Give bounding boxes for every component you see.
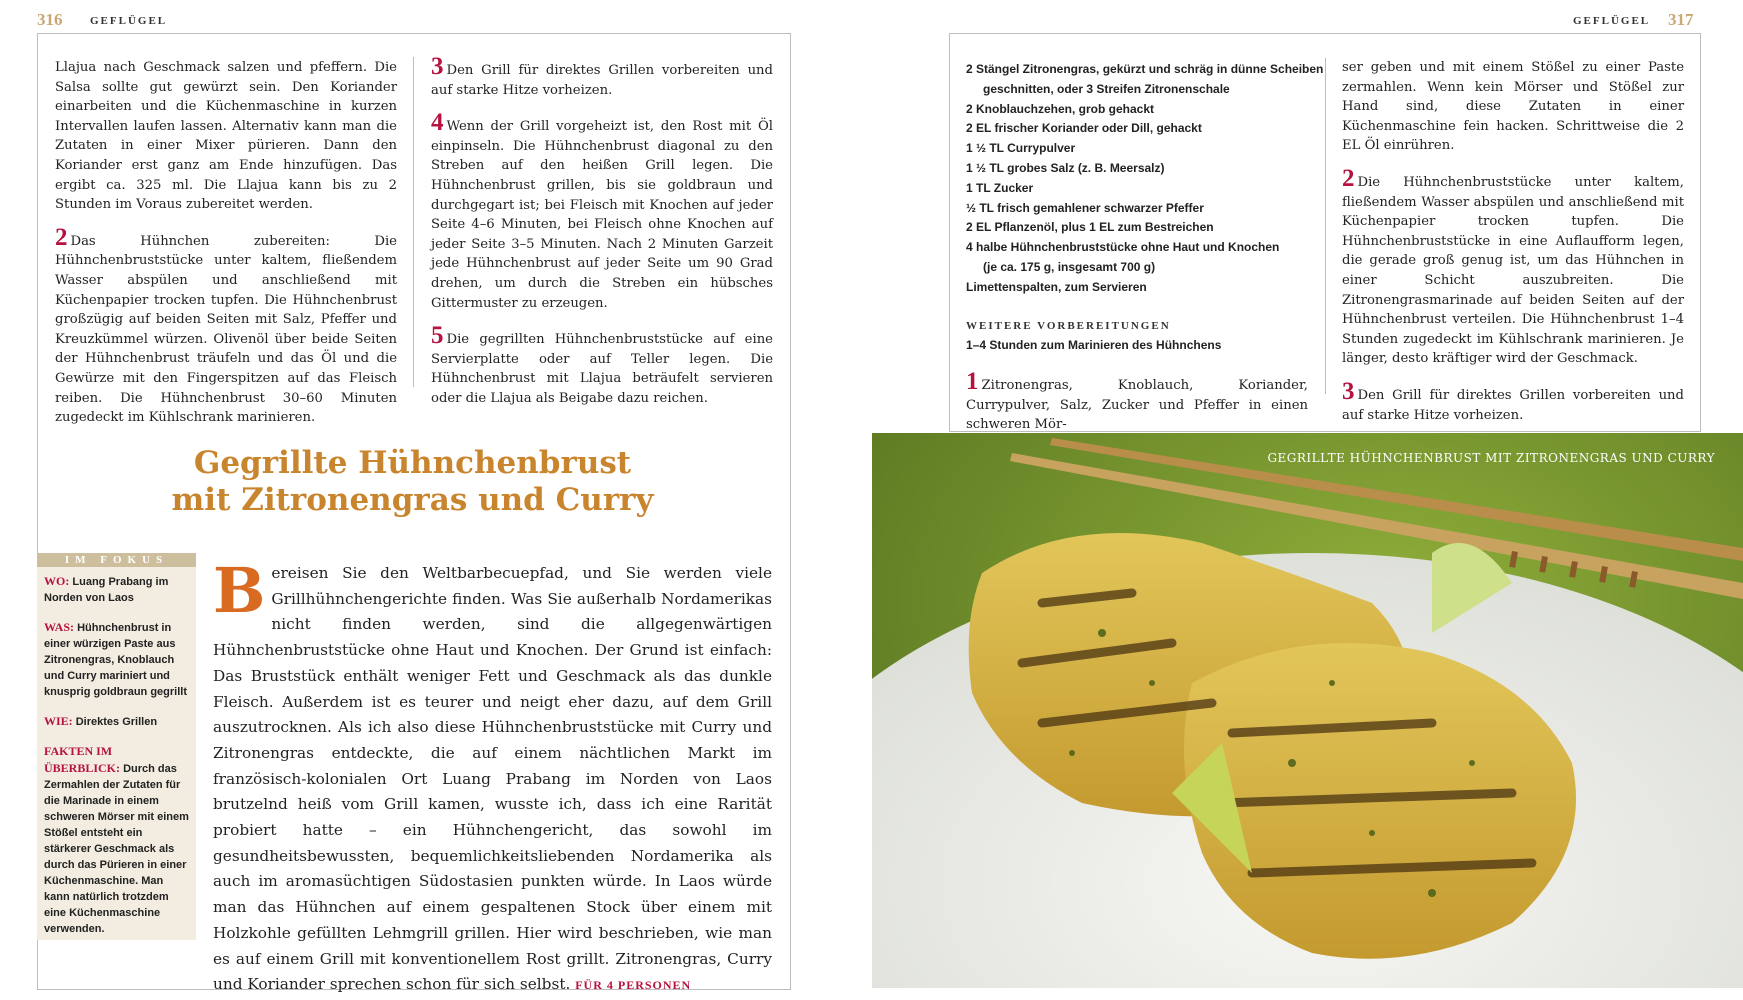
recipe-title-line-1: Gegrillte Hühnchenbrust bbox=[193, 445, 632, 481]
focus-what bbox=[44, 619, 190, 700]
servings-note: FÜR 4 PERSONEN bbox=[575, 978, 692, 993]
step-number: 2 bbox=[55, 223, 68, 251]
photo-caption: GEGRILLTE HÜHNCHENBRUST MIT ZITRONENGRAS UND CURRY bbox=[1267, 451, 1715, 465]
focus-facts bbox=[44, 743, 190, 937]
focus-where-value: Luang Prabang im Norden von Laos bbox=[44, 576, 169, 604]
ingredient-line: (je ca. 175 g, insgesamt 700 g) bbox=[983, 259, 1156, 274]
step-5 bbox=[431, 322, 773, 408]
drop-cap: B bbox=[213, 554, 266, 627]
step-text: Das Hühnchen zubereiten: Die Hühnchenbruststücke unter kaltem, fließendem Wasser abspülen und anschließend mit Küchenpapier trocken tupfen. Die Hühnchenbrust großzügig auf beiden Seiten mit Salz, Pfeffer und Kreuzkümmel würzen. Olivenöl über beide Seiten der Hühnchenbrust träufeln und das Öl und die Gewürze mit den Fingerspitzen auf das Fleisch reiben. Die Hühnchenbrust 30–60 Minuten zugedeckt im Kühlschrank marinieren. bbox=[55, 233, 397, 426]
focus-where-label: WO: bbox=[44, 574, 70, 588]
focus-body bbox=[37, 567, 196, 937]
focus-what-value: Hühnchenbrust in einer würzigen Paste aus Zitronengras, Knoblauch und Curry mariniert und knusprig goldbraun gegrillt bbox=[44, 622, 187, 698]
focus-how bbox=[44, 713, 190, 730]
left-running-head: GEFLÜGEL bbox=[90, 15, 168, 27]
ingredient-line: 2 Stängel Zitronengras, gekürzt und schräg in dünne Scheiben bbox=[966, 62, 1324, 76]
focus-header: IM FOKUS bbox=[37, 553, 196, 567]
ingredient-line: geschnitten, oder 3 Streifen Zitronenschale bbox=[983, 81, 1230, 96]
preparation-text: 1–4 Stunden zum Marinieren des Hühnchens bbox=[966, 338, 1222, 352]
focus-what-label: WAS: bbox=[44, 620, 75, 634]
step-3 bbox=[431, 53, 773, 100]
step-number: 4 bbox=[431, 109, 444, 137]
step-text: Den Grill für direktes Grillen vorbereiten und auf starke Hitze vorheizen. bbox=[431, 63, 773, 98]
focus-box bbox=[37, 553, 196, 940]
left-page-number: 316 bbox=[37, 10, 63, 29]
step-3 bbox=[1342, 377, 1684, 425]
focus-how-label: WIE: bbox=[44, 714, 73, 728]
ingredient-line: ½ TL frisch gemahlener schwarzer Pfeffer bbox=[966, 200, 1204, 215]
ingredient-line: 1 TL Zucker bbox=[966, 180, 1034, 195]
right-page-number: 317 bbox=[1668, 10, 1694, 29]
right-running-head: GEFLÜGEL bbox=[1573, 15, 1651, 27]
llajua-paragraph: Llajua nach Geschmack salzen und pfeffern. Die Salsa sollte gut gewürzt sein. Den Koriander einarbeiten und die Küchenmaschine in kurzen Intervallen laufen lassen. Alternativ kann man die Zutaten in einer Mixer pürieren. Dann den Koriander erst ganz am Ende hinzufügen. Das ergibt ca. 325 ml. Die Llajua kann bis zu 2 Stunden im Voraus zubereitet werden. bbox=[55, 60, 397, 213]
focus-facts-value: Durch das Zermahlen der Zutaten für die Marinade in einem schweren Mörser mit einem Stößel entsteht ein stärkerer Geschmack als durch das Pürieren in einer Küchenmaschine. Man kann natürlich trotzdem eine Küchenmaschine verwenden. bbox=[44, 763, 189, 935]
step-text: Zitronengras, Knoblauch, Koriander, Currypulver, Salz, Zucker und Pfeffer in einen schweren Mör- bbox=[966, 378, 1308, 433]
column-divider bbox=[413, 57, 414, 387]
step-text: Die Hühnchenbruststücke unter kaltem, fließendem Wasser abspülen und anschließend mit Küchenpapier trocken tupfen. Die Hühnchenbruststücke in eine Auflaufform legen, die gerade groß genug ist, um das Hühnchen in einer Schicht auszubreiten. Die Zitronengrasmarinade auf beiden Seiten auf der Hühnchenbrust verteilen. Die Hühnchenbrust 1–4 Stunden zugedeckt im Kühlschrank marinieren. Je länger, desto kräftiger wird der Geschmack. bbox=[1342, 174, 1684, 367]
focus-how-value: Direktes Grillen bbox=[75, 716, 158, 728]
recipe-title bbox=[120, 445, 705, 519]
step-number: 3 bbox=[431, 53, 444, 80]
focus-where bbox=[44, 573, 190, 606]
right-step-1 bbox=[966, 368, 1308, 435]
ingredient-line: 1 ½ TL Currypulver bbox=[966, 141, 1076, 156]
step-4 bbox=[431, 109, 773, 313]
intro-body: ereisen Sie den Weltbarbecuepfad, und Sie werden viele Grillhühnchengerichte finden. Was Sie außerhalb Nordamerikas nicht finden werden, sind die allgegenwärtigen Hühnchenbruststücke ohne Haut und Knochen. Der Grund ist einfach: Das Bruststück enthält weniger Fett und Geschmack als das dunkle Fleisch. Außerdem ist es teurer und neigt eher dazu, auf dem Grill auszutrocknen. Als ich also diese Hühnchenbruststücke mit Curry und Zitronengras entdeckte, die auf einem nächtlichen Markt im französisch-kolonialen Ort Luang Prabang im Norden von Laos brutzelnd heiß vom Grill kamen, wusste ich, dass ich eine Rarität probiert hatte – ein Hühnchengericht, das sowohl im gesundheitsbewussten, bequemlichkeitsliebenden Nordamerika als auch im aromasüchtigen Südostasien punkten würde. In Laos würde man das Hühnchen auf einem gespaltenen Stock über einem mit Holzkohle gefüllten Lehmgrill grillen. Hier wird beschrieben, wie man es auf einem Grill mit konventionellem Rost grillt. Zitronengras, Curry und Koriander sprechen schon für sich selbst. bbox=[213, 564, 772, 994]
intro-text bbox=[213, 554, 772, 999]
step-2 bbox=[55, 223, 397, 428]
step-number: 3 bbox=[1342, 377, 1355, 405]
grilled-chicken-image bbox=[872, 433, 1743, 988]
focus-facts-label: FAKTEN IM ÜBERBLICK: bbox=[44, 744, 121, 775]
ingredient-line: 2 EL frischer Koriander oder Dill, gehackt bbox=[966, 121, 1202, 136]
step-number: 1 bbox=[966, 368, 979, 395]
ingredient-line: 2 EL Pflanzenöl, plus 1 EL zum Bestreichen bbox=[966, 220, 1214, 235]
ingredient-line: 4 halbe Hühnchenbruststücke ohne Haut und Knochen bbox=[966, 240, 1280, 255]
ingredient-line: 2 Knoblauchzehen, grob gehackt bbox=[966, 101, 1155, 116]
preparation-header: WEITERE VORBEREITUNGEN bbox=[966, 320, 1171, 332]
left-column-2 bbox=[431, 53, 773, 423]
step-number: 2 bbox=[1342, 164, 1355, 192]
mortar-paragraph: ser geben und mit einem Stößel zu einer Paste zermahlen. Wenn kein Mörser und Stößel zur Hand sind, diese Zutaten in einer Küchenmaschine fein hacken. Schrittweise die 2 EL Öl einrühren. bbox=[1342, 60, 1684, 154]
ingredient-line: 1 ½ TL grobes Salz (z. B. Meersalz) bbox=[966, 160, 1165, 175]
step-text: Wenn der Grill vorgeheizt ist, den Rost mit Öl einpinseln. Die Hühnchenbrust diagonal zu den Streben auf den heißen Grill legen. Die Hühnchenbrust grillen, bis sie goldbraun und durchgegart ist; bei Fleisch mit Knochen auf jeder Seite 4–6 Minuten, bei Fleisch ohne Knochen auf jeder Seite 3–5 Minuten. Nach 2 Minuten Garzeit jede Hühnchenbrust auf jeder Seite um 90 Grad drehen, um durch die Streben ein hübsches Gittermuster zu erzeugen. bbox=[431, 119, 773, 311]
right-column-2 bbox=[1342, 58, 1684, 439]
recipe-photo bbox=[872, 433, 1743, 988]
step-text: Die gegrillten Hühnchenbruststücke auf eine Servierplatte oder auf Teller legen. Die Hühnchenbrust mit Llajua beträufelt servieren oder die Llajua als Beigabe dazu reichen. bbox=[431, 332, 773, 406]
ingredient-line: Limettenspalten, zum Servieren bbox=[966, 279, 1147, 294]
step-text: Den Grill für direktes Grillen vorbereiten und auf starke Hitze vorheizen. bbox=[1342, 387, 1684, 423]
recipe-title-line-2: mit Zitronengras und Curry bbox=[171, 482, 654, 518]
step-2 bbox=[1342, 164, 1684, 369]
step-number: 5 bbox=[431, 322, 444, 350]
ingredient-list bbox=[966, 60, 1324, 298]
left-column-1 bbox=[55, 58, 397, 442]
column-divider bbox=[1325, 58, 1326, 394]
